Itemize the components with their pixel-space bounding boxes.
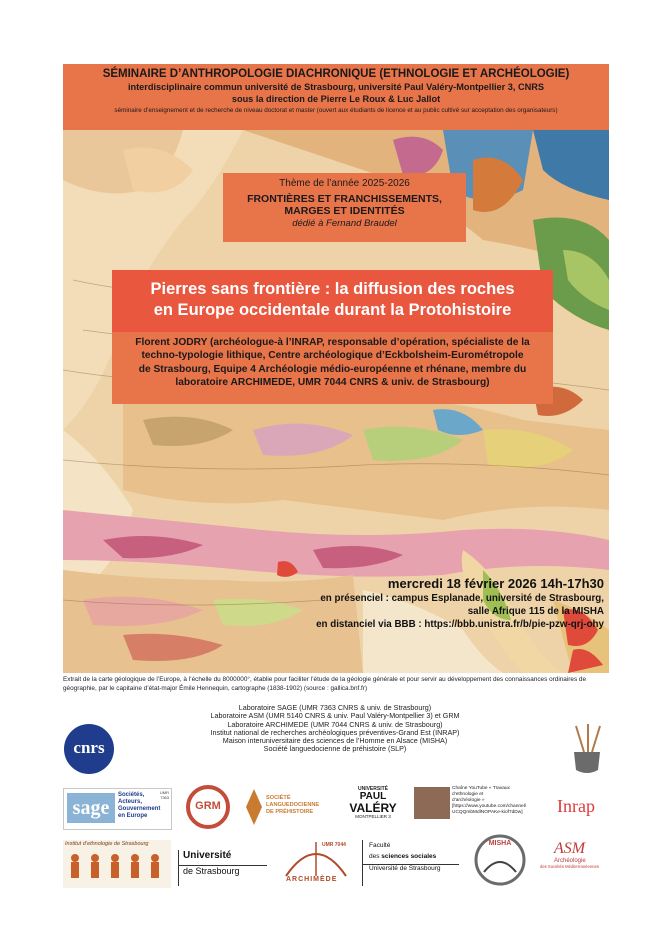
theme-title-line1: FRONTIÈRES ET FRANCHISSEMENTS, bbox=[247, 193, 442, 205]
talk-speaker bbox=[112, 332, 553, 389]
ethno-title: Institut d’ethnologie de Strasbourg bbox=[65, 841, 149, 847]
lab-line: Laboratoire ARCHIMEDE (UMR 7044 CNRS & univ. de Strasbourg) bbox=[227, 719, 443, 729]
upv-logo bbox=[338, 786, 408, 830]
ethno-figures bbox=[63, 848, 171, 886]
ethno-logo bbox=[63, 840, 171, 888]
youtube-line: [https://www.youtube.com/channel/ bbox=[452, 804, 527, 809]
partner-labs bbox=[100, 704, 570, 754]
event-info bbox=[316, 576, 604, 630]
caption-line: Extrait de la carte géologique de l’Europe, à l’échelle du 8000000°, établie pour faciliter l’étude de la géologie générale et pour servir au développement des connaissances ordinaires de bbox=[63, 676, 587, 683]
lab-line: Laboratoire SAGE (UMR 7363 CNRS & univ. de Strasbourg) bbox=[238, 703, 432, 712]
youtube-qr bbox=[414, 787, 450, 819]
unistra-line1: Université bbox=[183, 850, 232, 861]
misha-text: MISHA bbox=[488, 840, 512, 847]
archimede-text: ARCHIMÈDE bbox=[286, 876, 338, 883]
speaker-line: laboratoire ARCHIMEDE, UMR 7044 CNRS & univ. de Strasbourg) bbox=[175, 376, 490, 388]
lab-line: Laboratoire ASM (UMR 5140 CNRS & univ. Paul Valéry-Montpellier 3) et GRM bbox=[210, 711, 460, 721]
archimede-umr: UMR 7044 bbox=[322, 842, 346, 848]
theme-title-line2: MARGES ET IDENTITÉS bbox=[284, 205, 405, 217]
fss-line2a: des bbox=[369, 853, 382, 860]
fss-line1: Faculté bbox=[369, 842, 391, 849]
fss-line2 bbox=[363, 853, 459, 860]
talk-title-line1: Pierres sans frontière : la diffusion des roches bbox=[150, 280, 515, 298]
speaker-line: techno-typologie lithique, Centre archéologique d’Eckbolsheim-Eurométropole bbox=[141, 350, 524, 362]
header-banner bbox=[63, 64, 609, 130]
slp-text bbox=[266, 795, 319, 816]
cnrs-logo-text: cnrs bbox=[73, 738, 105, 757]
sage-line: Sociétés, bbox=[118, 792, 145, 798]
fss-line3: Université de Strasbourg bbox=[363, 864, 459, 872]
seminar-subtitle: interdisciplinaire commun université de Strasbourg, université Paul Valéry-Montpellier 3, CNRS bbox=[127, 82, 545, 92]
caption-line: géographie, par le capitaine d’état-major Émile Hennequin, cartographe (1838-1902) (source : gallica.bnf.fr) bbox=[63, 684, 368, 692]
sage-logo bbox=[63, 788, 172, 830]
talk-box bbox=[112, 270, 553, 404]
seminar-description: séminaire d’enseignement et de recherche de niveau doctorat et master (ouvert aux étudiants de licence et au public cultivé sur acceptation des organisateurs) bbox=[114, 107, 558, 114]
asm-line2: Archéologie bbox=[554, 858, 586, 864]
sage-line: en Europe bbox=[118, 813, 148, 819]
theme-title bbox=[223, 193, 466, 217]
slp-line: DE PRÉHISTOIRE bbox=[266, 809, 314, 815]
sage-umr: UMR 7363 bbox=[159, 790, 169, 800]
upv-bottom: MONTPELLIER 3 bbox=[355, 814, 391, 819]
fss-line2b: sciences sociales bbox=[381, 853, 437, 860]
tripod-icon bbox=[564, 722, 609, 776]
youtube-line: d’archéologie » bbox=[452, 798, 485, 803]
seminar-title: SÉMINAIRE D’ANTHROPOLOGIE DIACHRONIQUE (ETHNOLOGIE ET ARCHÉOLOGIE) bbox=[102, 68, 570, 80]
sage-line: Acteurs, bbox=[118, 799, 143, 805]
fss-logo bbox=[362, 840, 459, 886]
map-caption bbox=[63, 676, 611, 693]
tripod-logo bbox=[564, 722, 609, 776]
unistra-line2: de Strasbourg bbox=[179, 865, 267, 876]
youtube-channel[interactable] bbox=[452, 786, 542, 816]
seminar-direction: sous la direction de Pierre Le Roux & Luc Jallot bbox=[231, 94, 441, 104]
flint-icon bbox=[244, 787, 264, 827]
unistra-logo bbox=[178, 850, 271, 886]
grm-logo bbox=[182, 784, 236, 830]
slp-line: LANGUEDOCIENNE bbox=[266, 802, 320, 808]
upv-main2: VALÉRY bbox=[349, 801, 397, 815]
theme-dedication: dédié à Fernand Braudel bbox=[292, 218, 397, 229]
event-date: mercredi 18 février 2026 14h-17h30 bbox=[387, 576, 604, 591]
sage-line: Gouvernement bbox=[118, 806, 161, 812]
youtube-line: d’ethnologie et bbox=[452, 792, 484, 797]
talk-title bbox=[112, 270, 553, 332]
lab-line: Maison interuniversitaire des sciences de l’Homme en Alsace (MISHA) bbox=[222, 736, 448, 746]
speaker-line: de Strasbourg, Equipe 4 Archéologie médio-européenne et rhénane, membre du bbox=[138, 363, 527, 375]
event-remote-link[interactable]: en distanciel via BBB : https://bbb.unistra.fr/b/pie-pzw-qrj-ohy bbox=[316, 619, 604, 630]
upv-top: UNIVERSITÉ bbox=[357, 786, 388, 792]
lab-line: Société languedocienne de préhistoire (SLP) bbox=[263, 744, 407, 754]
sage-logo-word: sage bbox=[67, 793, 115, 823]
upv-main1: PAUL bbox=[359, 791, 387, 802]
grm-logo-text: GRM bbox=[195, 800, 221, 812]
event-room: salle Afrique 115 de la MISHA bbox=[467, 606, 604, 617]
youtube-line: UCQQmbMdlNOPAKe-kiof7dDw] bbox=[452, 810, 523, 815]
speaker-line: Florent JODRY (archéologue-à l’INRAP, responsable d’opération, spécialiste de la bbox=[135, 337, 530, 348]
theme-box bbox=[223, 173, 466, 242]
asm-line3: des Sociétés Méditerranéennes bbox=[540, 864, 599, 869]
talk-title-line2: en Europe occidentale durant la Protohistoire bbox=[153, 301, 512, 319]
asm-line1: ASM bbox=[554, 840, 586, 857]
theme-label: Thème de l’année 2025-2026 bbox=[279, 178, 410, 189]
inrap-text: Inrap bbox=[557, 796, 595, 816]
lab-line: Institut national de recherches archéologiques préventives-Grand Est (INRAP) bbox=[210, 727, 460, 737]
asm-logo bbox=[540, 840, 612, 886]
misha-logo bbox=[472, 832, 528, 888]
slp-logo bbox=[244, 787, 326, 829]
cnrs-logo bbox=[63, 723, 115, 775]
youtube-line: Chaîne YouTube « Travaux bbox=[452, 786, 510, 791]
inrap-logo bbox=[557, 796, 611, 826]
archimede-logo bbox=[276, 832, 356, 888]
slp-line: SOCIÉTÉ bbox=[266, 795, 291, 801]
event-presence: en présenciel : campus Esplanade, université de Strasbourg, bbox=[320, 593, 604, 604]
